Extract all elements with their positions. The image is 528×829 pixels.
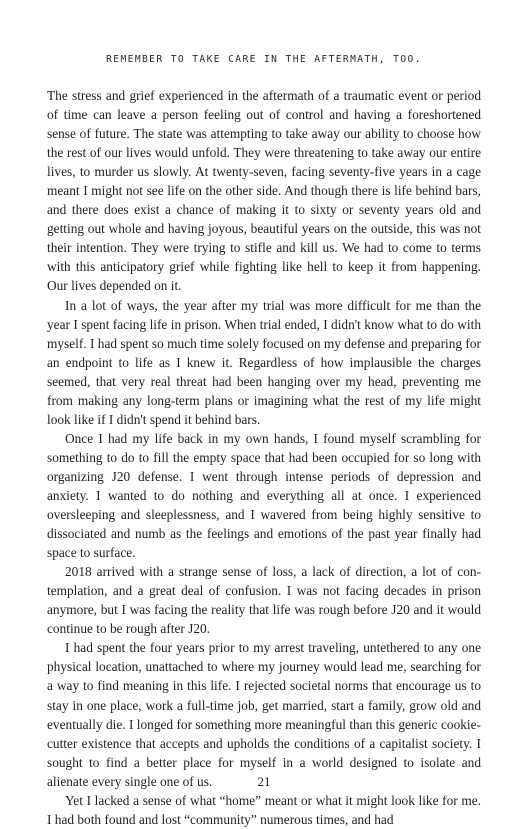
paragraph: In a lot of ways, the year after my trial was more difficult for me than the year I spent facing life in prison. When trial ended, I didn't know what to do with myself. I had spent so much time solely focused on my defense and preparing for an endpoint to life as I knew it. Regardless of how implausible the charges seemed, that very real threat had been hanging over my head, preventing me from making any long-term plans or imagining what the rest of my life might look like if I didn't spend it behind bars. [47,297,481,427]
paragraph: The stress and grief experienced in the aftermath of a traumatic event or period of time can leave a person feeling out of control and having a foreshortened sense of future. The state was attempting to take away our ability to choose how the rest of our lives would unfold. They were threatening to take away our entire lives, to murder us slowly. At twenty-seven, facing seventy-five years in a cage meant I might not see life on the other side. And though there is life behind bars, and there does exist a chance of making it to sixty or seventy years old and getting out whole and having joyous, beautiful years on the outside, this was not their intention. They were trying to stifle and kill us. We had to come to terms with this anticipatory grief while fighting like hell to keep it from happening. Our lives depended on it. [47,88,481,294]
page-number: 21 [257,774,271,789]
paragraph: Once I had my life back in my own hands, I found myself scrambling for something to do to fill the empty space that had been occupied for so long with organizing J20 defense. I went through intense periods of depression and anxiety. I wanted to do nothing and everything all at once. I experienced oversleeping and sleeplessness, and I wavered from being highly sensitive to dissociated and numb as the feelings and emotions of the past year finally had space to surface. [47,430,481,561]
running-head: REMEMBER TO TAKE CARE IN THE AFTERMATH, TOO. [106,54,422,65]
paragraph: Yet I lacked a sense of what “home” meant or what it might look like for me. I had both found and lost “community” numerous times, and had [47,792,481,827]
paragraph: 2018 arrived with a strange sense of loss, a lack of direction, a lot of contemplation, and a great deal of confusion. I was not facing decades in prison anymore, but I was facing the reality that life was rough before J20 and it would continue to be rough after J20. [47,564,481,637]
paragraph: I had spent the four years prior to my arrest traveling, untethered to any one physical location, unattached to where my journey would lead me, searching for a way to find meaning in this life. I rejected societal norms that encourage us to stay in one place, work a full-time job, get married, start a family, grow old and eventually die. I longed for something more meaningful than this generic cookie-cutter existence that accepts and upholds the conditions of a capitalist society. I sought to find a better place for myself in a world designed to isolate and alienate every single one of us. [47,640,481,789]
body-text [47,86,481,829]
